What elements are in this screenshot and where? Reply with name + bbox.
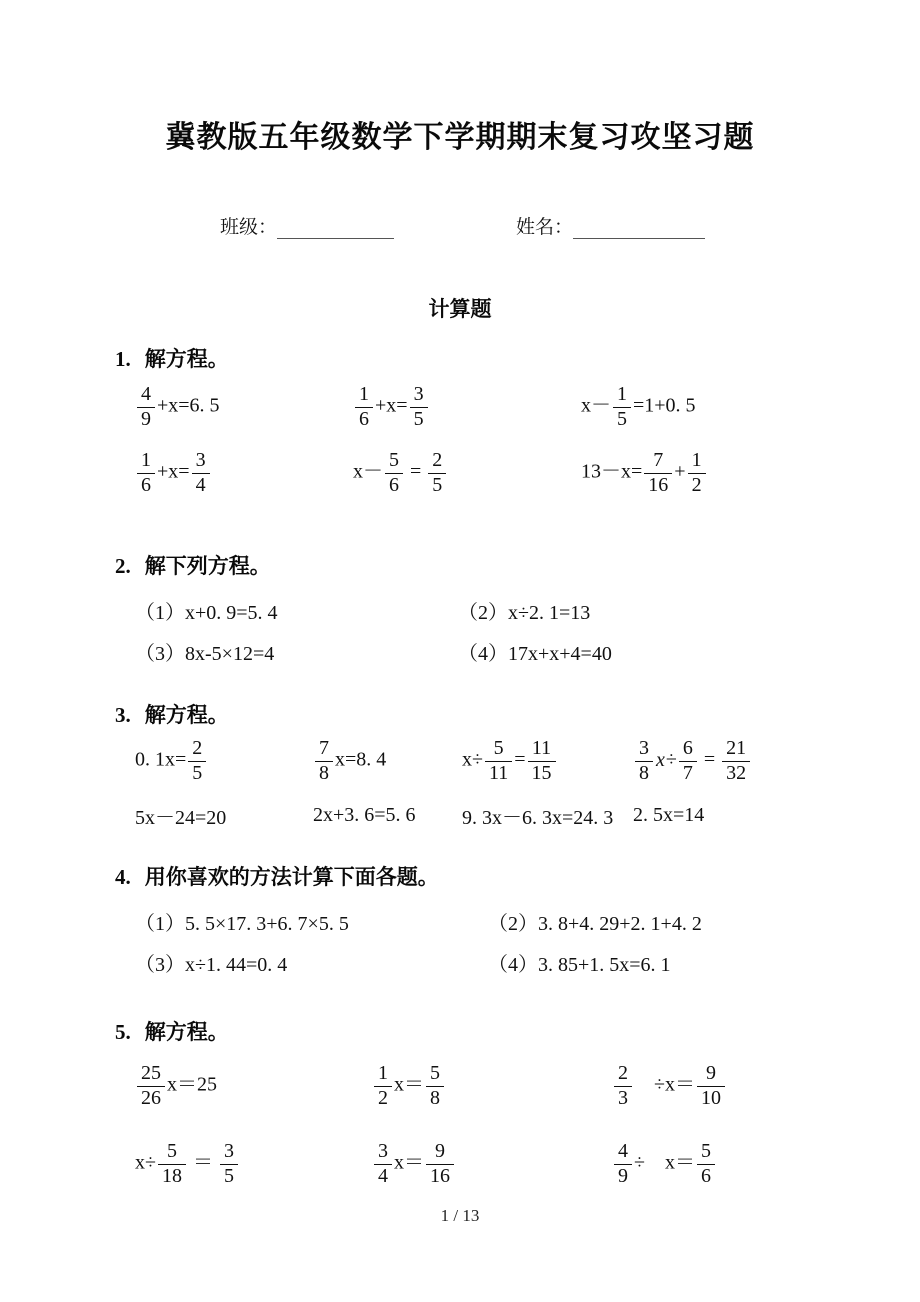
problem-heading: [115, 701, 805, 730]
fraction: $\frac{5}{8}$: [426, 1062, 444, 1110]
problem-heading: [115, 1018, 805, 1047]
fraction: $\frac{2}{5}$: [428, 449, 446, 497]
name-blank-line: [573, 218, 705, 239]
equation-row: [115, 948, 805, 974]
equation: x÷ $\frac{5}{18}$ ＝ $\frac{3}{5}$: [135, 1140, 372, 1188]
problem-title: 用你喜欢的方法计算下面各题。: [144, 866, 439, 889]
equation: （1）5. 5×17. 3+6. 7×5. 5: [135, 913, 349, 935]
equation: $\frac{25}{26}$ x＝25: [135, 1062, 372, 1110]
equation: （2）x÷2. 1=13: [458, 602, 591, 624]
equation: 13－x= $\frac{7}{16}$ + $\frac{1}{2}$: [581, 449, 805, 497]
fraction: $\frac{3}{5}$: [220, 1140, 238, 1188]
problem-number: 5.: [115, 1020, 131, 1044]
section-heading: 计算题: [428, 298, 492, 321]
equation: （4）3. 85+1. 5x=6. 1: [488, 954, 671, 976]
fraction: $\frac{3}{5}$: [410, 383, 428, 431]
fraction: $\frac{5}{6}$: [385, 449, 403, 497]
problem-heading: [115, 863, 805, 892]
equation: $\frac{2}{3}$ ÷x＝ $\frac{9}{10}$: [612, 1062, 805, 1110]
fraction: $\frac{9}{10}$: [697, 1062, 725, 1110]
name-field: [516, 212, 705, 239]
equation: x－ $\frac{5}{6}$ = $\frac{2}{5}$: [353, 449, 581, 497]
equation: （1）x+0. 9=5. 4: [135, 602, 278, 624]
problem-heading: [115, 345, 805, 374]
equation: $\frac{4}{9}$ +x=6. 5: [135, 383, 353, 431]
document-title: 冀教版五年级数学下学期期末复习攻坚习题: [165, 121, 755, 154]
equation: $\frac{3}{8}$ x÷ $\frac{6}{7}$ = $\frac{21}{32}$: [633, 737, 805, 785]
equation-row: [115, 1125, 805, 1203]
equation-row: [115, 801, 805, 827]
fraction: $\frac{7}{8}$: [315, 737, 333, 785]
fraction: $\frac{4}{9}$: [137, 383, 155, 431]
fraction: $\frac{25}{26}$: [137, 1062, 165, 1110]
problem-3: [115, 701, 805, 827]
equation: x－ $\frac{1}{5}$ =1+0. 5: [581, 382, 696, 430]
equation: $\frac{4}{9}$ ÷ x＝ $\frac{5}{6}$: [612, 1140, 805, 1188]
equation: $\frac{3}{4}$ x＝ $\frac{9}{16}$: [372, 1140, 612, 1188]
problem-number: 1.: [115, 347, 131, 371]
equation-row: [115, 730, 805, 792]
problem-title: 解下列方程。: [144, 555, 271, 578]
problem-title: 解方程。: [144, 704, 229, 727]
problem-number: 4.: [115, 865, 131, 889]
fraction: $\frac{1}{5}$: [613, 383, 631, 431]
equation: $\frac{7}{8}$ x=8. 4: [313, 737, 462, 785]
class-blank-line: [277, 218, 394, 239]
equation: 0. 1x= $\frac{2}{5}$: [135, 737, 313, 785]
fraction: $\frac{3}{4}$: [374, 1140, 392, 1188]
problem-title: 解方程。: [144, 348, 229, 371]
problem-2: [115, 552, 805, 663]
equation-row: [115, 596, 805, 622]
equation-row: [115, 440, 805, 506]
equation-row: [115, 907, 805, 933]
problem-number: 2.: [115, 554, 131, 578]
fraction: $\frac{1}{6}$: [355, 383, 373, 431]
class-label: 班级：: [220, 217, 278, 238]
equation: （4）17x+x+4=40: [458, 643, 612, 665]
equation-row: [115, 637, 805, 663]
page-indicator: 1 / 13: [440, 1206, 480, 1225]
fraction: $\frac{5}{18}$: [158, 1140, 186, 1188]
fraction: $\frac{11}{15}$: [528, 737, 556, 785]
equation: $\frac{1}{2}$ x＝ $\frac{5}{8}$: [372, 1062, 612, 1110]
equation: 2. 5x=14: [633, 804, 705, 826]
equation-row: [115, 1047, 805, 1125]
fraction: $\frac{5}{6}$: [697, 1140, 715, 1188]
equation: （2）3. 8+4. 29+2. 1+4. 2: [488, 913, 702, 935]
equation: 5x－24=20: [135, 807, 227, 829]
fraction: $\frac{1}{2}$: [688, 449, 706, 497]
fraction: $\frac{1}{6}$: [137, 449, 155, 497]
problem-5: [115, 1018, 805, 1203]
fraction: $\frac{21}{32}$: [722, 737, 750, 785]
fraction: $\frac{4}{9}$: [614, 1140, 632, 1188]
equation: x÷ $\frac{5}{11}$ = $\frac{11}{15}$: [462, 737, 633, 785]
problem-heading: [115, 552, 805, 581]
equation-row: [115, 374, 805, 440]
fraction: $\frac{5}{11}$: [485, 737, 512, 785]
fraction: $\frac{2}{3}$: [614, 1062, 632, 1110]
class-field: [220, 212, 394, 239]
problem-number: 3.: [115, 703, 131, 727]
fraction: $\frac{2}{5}$: [188, 737, 206, 785]
equation: 2x+3. 6=5. 6: [313, 804, 416, 826]
fraction: $\frac{7}{16}$: [644, 449, 672, 497]
equation: （3）8x-5×12=4: [135, 643, 275, 665]
equation: （3）x÷1. 44=0. 4: [135, 954, 288, 976]
fraction: $\frac{6}{7}$: [679, 737, 697, 785]
equation: 9. 3x－6. 3x=24. 3: [462, 807, 614, 829]
problem-4: [115, 863, 805, 974]
name-label: 姓名：: [516, 217, 574, 238]
fraction: $\frac{3}{8}$: [635, 737, 653, 785]
equation: $\frac{1}{6}$ +x= $\frac{3}{5}$: [353, 383, 581, 431]
problems-container: [0, 345, 920, 1203]
equation: $\frac{1}{6}$ +x= $\frac{3}{4}$: [135, 449, 353, 497]
problem-1: [115, 345, 805, 506]
fraction: $\frac{1}{2}$: [374, 1062, 392, 1110]
student-info-row: [0, 212, 920, 239]
fraction: $\frac{9}{16}$: [426, 1140, 454, 1188]
problem-title: 解方程。: [144, 1021, 229, 1044]
fraction: $\frac{3}{4}$: [192, 449, 210, 497]
